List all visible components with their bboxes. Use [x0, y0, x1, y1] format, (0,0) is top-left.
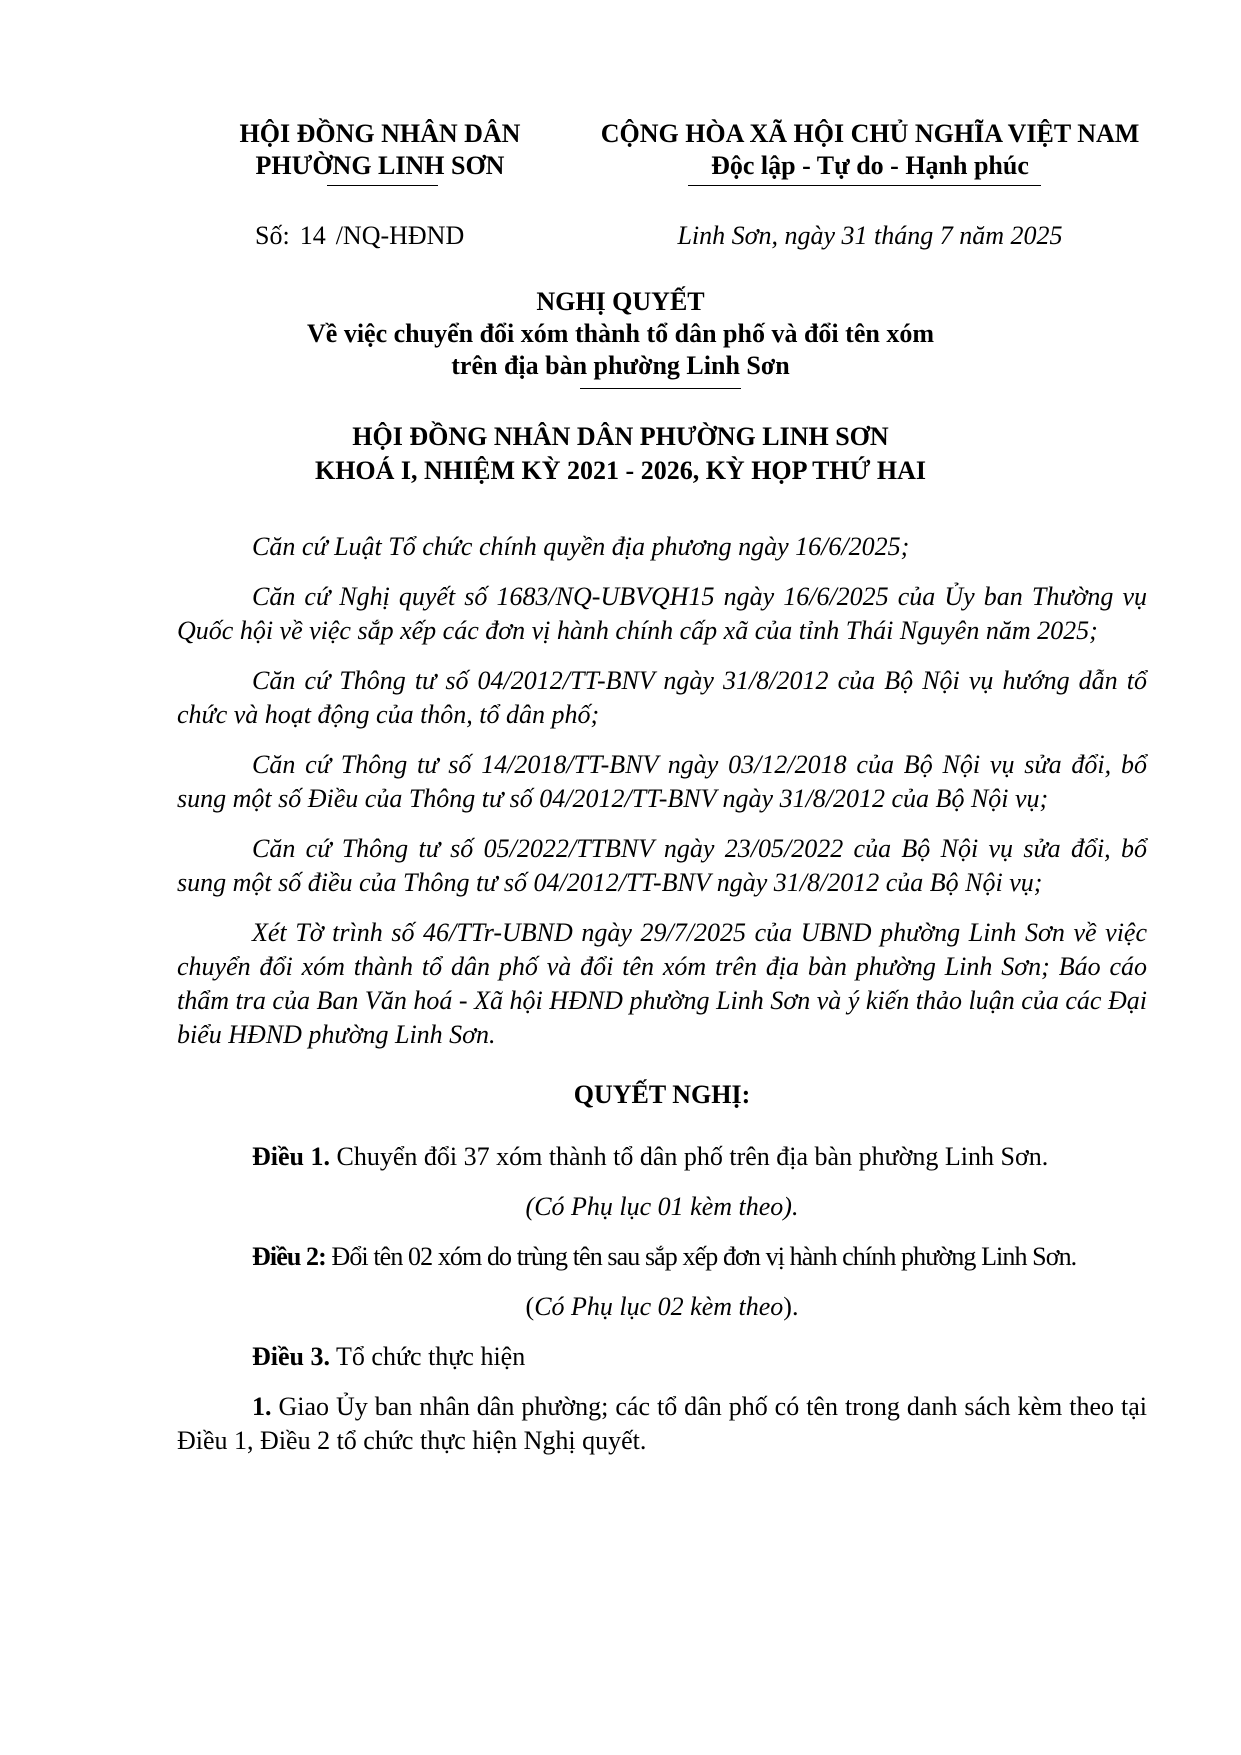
- document-type: NGHỊ QUYẾT: [536, 287, 705, 316]
- document-body: [177, 530, 1147, 1474]
- legal-basis: Căn cứ Nghị quyết số 1683/NQ-UBVQH15 ngày 16/6/2025 của Ủy ban Thường vụ Quốc hội về việc sắp xếp các đơn vị hành chính cấp xã của tỉnh Thái Nguyên năm 2025;: [177, 582, 1147, 645]
- document-number-prefix: Số:: [255, 221, 290, 250]
- document-number: [255, 220, 464, 252]
- article-2-note: [177, 1290, 1147, 1324]
- document-number-value: 14: [299, 221, 326, 250]
- place-and-date: Linh Sơn, ngày 31 tháng 7 năm 2025: [677, 221, 1063, 250]
- authority-underline: [327, 185, 438, 186]
- legal-basis: Căn cứ Thông tư số 14/2018/TT-BNV ngày 03/12/2018 của Bộ Nội vụ sửa đổi, bổ sung một số Điều của Thông tư số 04/2012/TT-BNV ngày 31/8/2012 của Bộ Nội vụ;: [177, 750, 1147, 813]
- article-3-clause-1: [177, 1390, 1147, 1458]
- issuing-authority-line1: HỘI ĐỒNG NHÂN DÂN: [239, 119, 521, 148]
- legal-basis: Căn cứ Thông tư số 04/2012/TT-BNV ngày 31/8/2012 của Bộ Nội vụ hướng dẫn tổ chức và hoạt động của thôn, tổ dân phố;: [177, 666, 1147, 729]
- article-2-text: Đổi tên 02 xóm do trùng tên sau sắp xếp đơn vị hành chính phường Linh Sơn.: [325, 1242, 1077, 1271]
- clause-1-label: 1.: [252, 1392, 272, 1421]
- article-2-note-body: Có Phụ lục 02 kèm theo: [534, 1292, 784, 1321]
- article-2-note-close: ).: [783, 1292, 799, 1321]
- motto: Độc lập - Tự do - Hạnh phúc: [711, 151, 1029, 180]
- legal-basis: Căn cứ Luật Tổ chức chính quyền địa phương ngày 16/6/2025;: [252, 532, 910, 561]
- issuing-authority-line2: PHƯỜNG LINH SƠN: [255, 151, 505, 180]
- article-1: [177, 1140, 1147, 1174]
- national-motto: [575, 118, 1165, 182]
- council-name: HỘI ĐỒNG NHÂN DÂN PHƯỜNG LINH SƠN: [352, 422, 889, 451]
- article-2: [177, 1240, 1147, 1274]
- article-2-label: Điều 2:: [252, 1242, 326, 1271]
- decision-heading: QUYẾT NGHỊ:: [573, 1080, 751, 1109]
- article-1-note: (Có Phụ lục 01 kèm theo).: [525, 1192, 799, 1221]
- council-heading: [150, 420, 1091, 488]
- document-number-suffix: /NQ-HĐND: [335, 221, 465, 250]
- article-3: [177, 1340, 1147, 1374]
- article-1-text: Chuyển đổi 37 xóm thành tổ dân phố trên địa bàn phường Linh Sơn.: [330, 1142, 1049, 1171]
- document-subject-line1: Về việc chuyển đổi xóm thành tổ dân phố và đổi tên xóm: [307, 319, 934, 348]
- motto-underline: [688, 185, 1041, 186]
- legal-basis: Xét Tờ trình số 46/TTr-UBND ngày 29/7/2025 của UBND phường Linh Sơn về việc chuyển đổi xóm thành tổ dân phố và đổi tên xóm trên địa bàn phường Linh Sơn; Báo cáo thẩm tra của Ban Văn hoá - Xã hội HĐND phường Linh Sơn và ý kiến thảo luận của các Đại biểu HĐND phường Linh Sơn.: [177, 918, 1147, 1049]
- legal-basis: Căn cứ Thông tư số 05/2022/TTBNV ngày 23/05/2022 của Bộ Nội vụ sửa đổi, bổ sung một số điều của Thông tư số 04/2012/TT-BNV ngày 31/8/2012 của Bộ Nội vụ;: [177, 834, 1147, 897]
- title-underline: [580, 388, 741, 389]
- document-subject-line2: trên địa bàn phường Linh Sơn: [451, 351, 790, 380]
- document-title: [150, 286, 1091, 382]
- article-2-note-open: (: [525, 1292, 535, 1321]
- article-3-text: Tổ chức thực hiện: [330, 1342, 526, 1371]
- national-title: CỘNG HÒA XÃ HỘI CHỦ NGHĨA VIỆT NAM: [600, 119, 1140, 148]
- issuing-authority: [190, 118, 570, 182]
- article-1-label: Điều 1.: [252, 1142, 330, 1171]
- clause-1-text: Giao Ủy ban nhân dân phường; các tổ dân phố có tên trong danh sách kèm theo tại Điều 1, Điều 2 tổ chức thực hiện Nghị quyết.: [177, 1392, 1147, 1455]
- council-session: KHOÁ I, NHIỆM KỲ 2021 - 2026, KỲ HỌP THỨ HAI: [314, 456, 927, 485]
- article-3-label: Điều 3.: [252, 1342, 330, 1371]
